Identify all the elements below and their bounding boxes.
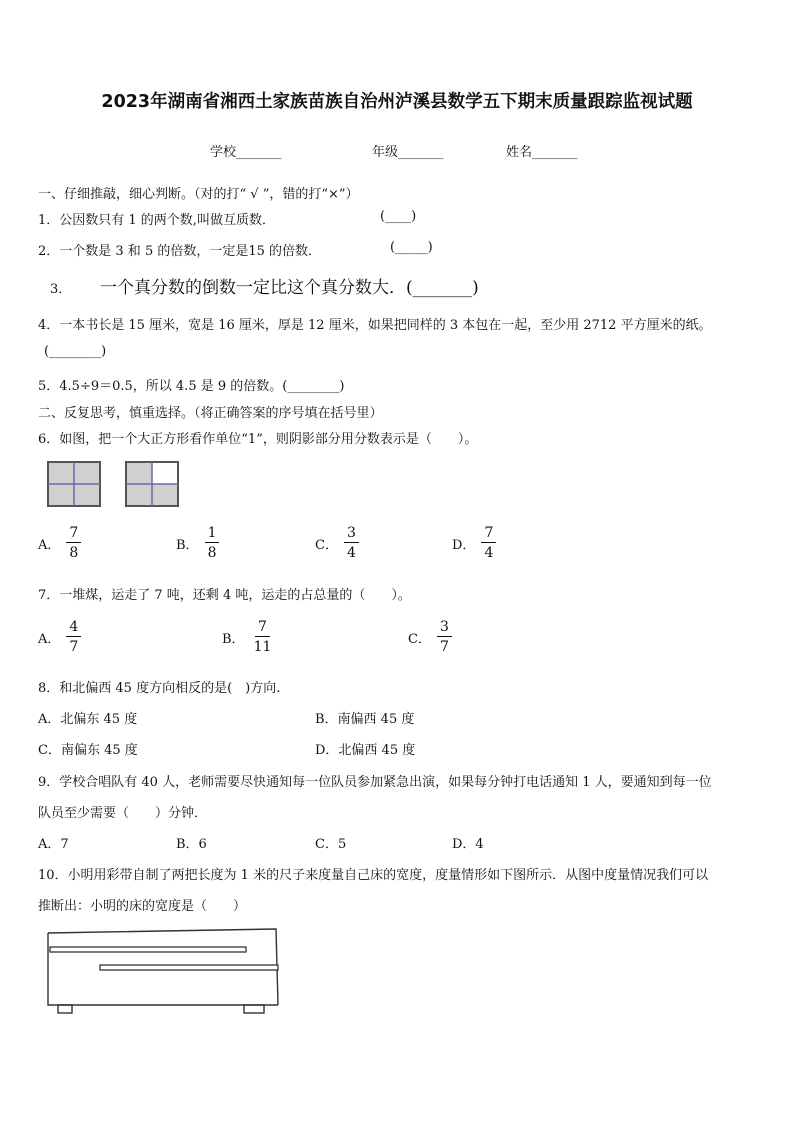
fraction: $\frac{3}{7}$ (437, 620, 452, 654)
question-1: 1．公因数只有 1 的两个数,叫做互质数． (38, 213, 275, 228)
fraction: $\frac{7}{4}$ (481, 526, 496, 560)
grade-field: 年级_______ (372, 145, 444, 160)
question-9-line-2: 队员至少需要（ ）分钟． (38, 806, 208, 821)
q9-option-d[interactable]: D．4 (452, 837, 484, 852)
q6-option-a[interactable]: A． $\frac{7}{8}$ (38, 526, 81, 560)
q6-option-b[interactable]: B． $\frac{1}{8}$ (176, 526, 219, 560)
q7-option-a[interactable]: A． $\frac{4}{7}$ (38, 620, 81, 654)
ruler-2 (100, 965, 278, 970)
question-4: 4．一本书长是 15 厘米，宽是 16 厘米，厚是 12 厘米，如果把同样的 3 本包在一起，至少用 2712 平方厘米的纸。 (38, 318, 712, 333)
question-2: 2．一个数是 3 和 5 的倍数，一定是15 的倍数． (38, 244, 322, 259)
three-quarter-shaded-square (126, 462, 178, 506)
section-2-heading: 二、反复思考，慎重选择。（将正确答案的序号填在括号里） (38, 406, 383, 421)
bed-outline (48, 929, 278, 1013)
question-4-answer: (________) (44, 344, 107, 359)
name-field: 姓名_______ (506, 145, 578, 160)
school-field: 学校_______ (210, 145, 282, 160)
q8-option-b[interactable]: B．南偏西 45 度 (315, 712, 415, 727)
question-7: 7．一堆煤，运走了 7 吨，还剩 4 吨，运走的占总量的（ ）。 (38, 588, 411, 603)
bed-measurement-figure (40, 925, 290, 1020)
section-1-heading: 一、仔细推敲，细心判断。（对的打“ √ ”，错的打“×”） (38, 187, 359, 202)
q6-option-d[interactable]: D． $\frac{7}{4}$ (452, 526, 496, 560)
ruler-1 (50, 947, 246, 952)
fraction: $\frac{1}{8}$ (205, 526, 220, 560)
question-8: 8．和北偏西 45 度方向相反的是( )方向. (38, 681, 281, 696)
page-title: 2023年湖南省湘西土家族苗族自治州泸溪县数学五下期末质量跟踪监视试题 (101, 92, 693, 112)
question-1-answer: (____) (380, 209, 417, 224)
fraction: $\frac{4}{7}$ (66, 620, 81, 654)
q6-option-c[interactable]: C． $\frac{3}{4}$ (315, 526, 359, 560)
question-5: 5．4.5÷9＝0.5，所以 4.5 是 9 的倍数。(________) (38, 379, 345, 394)
q9-option-b[interactable]: B．6 (176, 837, 207, 852)
question-10-line-2: 推断出：小明的床的宽度是（ ） (38, 899, 247, 914)
q9-option-c[interactable]: C．5 (315, 837, 347, 852)
q6-squares-figure (46, 460, 186, 510)
question-3: 一个真分数的倒数一定比这个真分数大．(_______) (100, 278, 479, 298)
fraction: $\frac{7}{8}$ (66, 526, 81, 560)
q8-option-c[interactable]: C．南偏东 45 度 (38, 743, 138, 758)
q7-option-b[interactable]: B． $\frac{7}{11}$ (222, 620, 274, 654)
question-3-number: 3． (50, 282, 72, 297)
question-2-answer: (_____) (390, 240, 433, 255)
full-shaded-square (48, 462, 100, 506)
question-6: 6．如图，把一个大正方形看作单位“1”，则阴影部分用分数表示是（ ）。 (38, 432, 478, 447)
q7-option-c[interactable]: C． $\frac{3}{7}$ (408, 620, 452, 654)
q8-option-a[interactable]: A．北偏东 45 度 (38, 712, 138, 727)
q8-option-d[interactable]: D．北偏西 45 度 (315, 743, 416, 758)
fraction: $\frac{7}{11}$ (253, 619, 272, 655)
question-9-line-1: 9．学校合唱队有 40 人，老师需要尽快通知每一位队员参加紧急出演，如果每分钟打电话通知 1 人，要通知到每一位 (38, 775, 712, 790)
q9-option-a[interactable]: A．7 (38, 837, 69, 852)
question-10-line-1: 10．小明用彩带自制了两把长度为 1 米的尺子来度量自己床的宽度，度量情形如下图所示．从图中度量情况我们可以 (38, 868, 709, 883)
fraction: $\frac{3}{4}$ (344, 526, 359, 560)
